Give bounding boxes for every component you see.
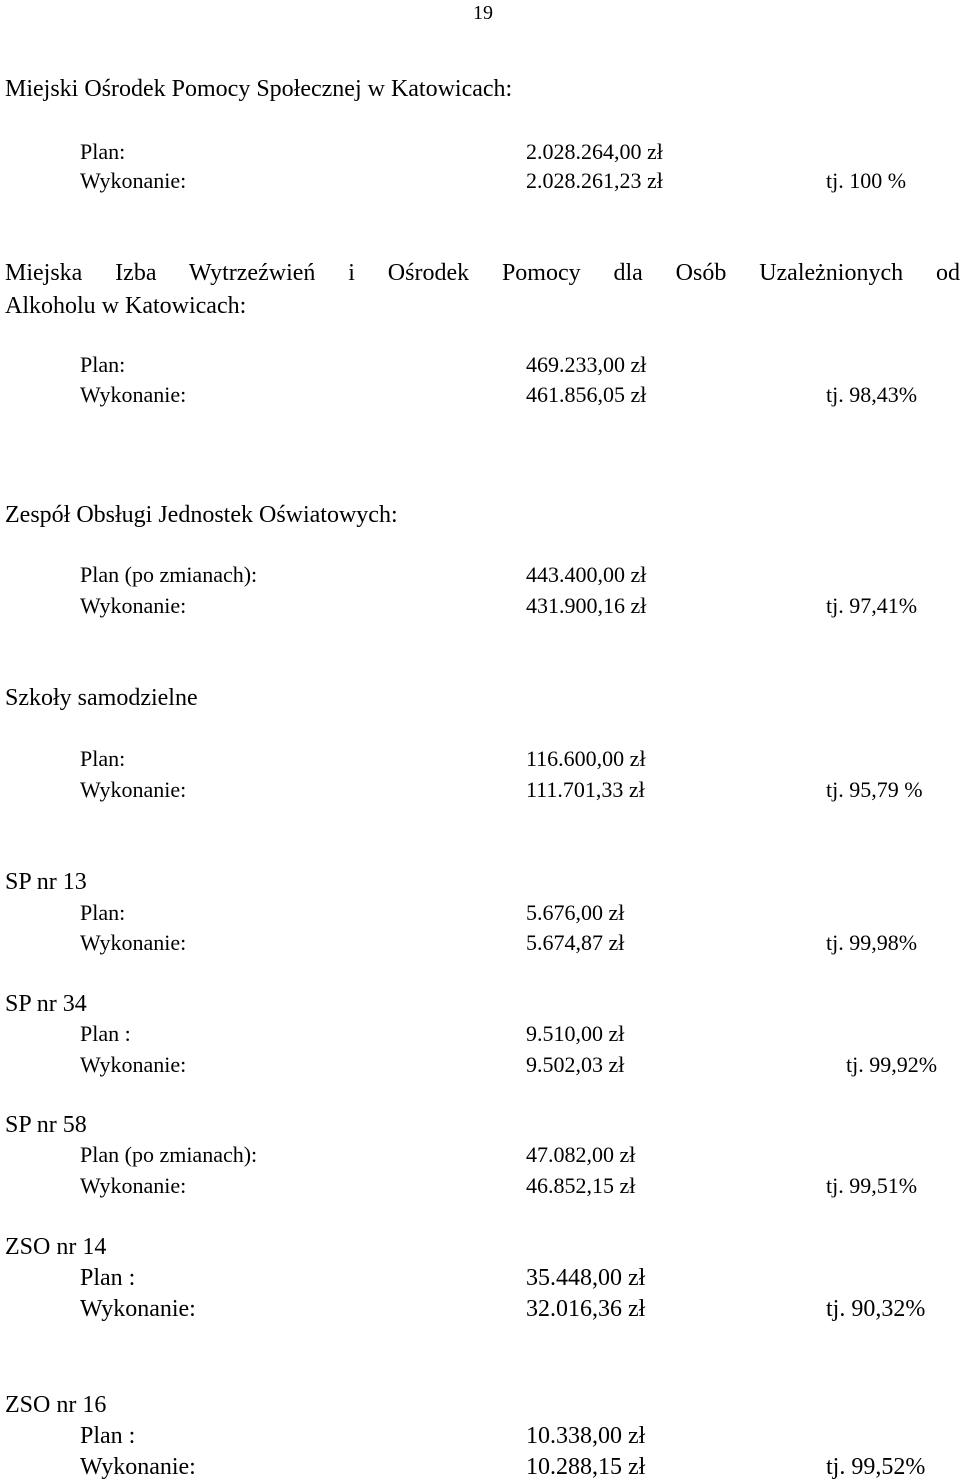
exec-value: 9.502,03 zł bbox=[526, 1052, 625, 1077]
exec-label: Wykonanie: bbox=[80, 1454, 196, 1480]
section-heading: SP nr 13 bbox=[5, 869, 87, 895]
plan-label: Plan: bbox=[80, 139, 126, 164]
section-heading: SP nr 34 bbox=[5, 991, 87, 1017]
plan-value: 9.510,00 zł bbox=[526, 1021, 625, 1046]
plan-label: Plan (po zmianach): bbox=[80, 562, 258, 587]
plan-value: 5.676,00 zł bbox=[526, 900, 625, 925]
exec-percent: tj. 99,52% bbox=[826, 1454, 926, 1480]
exec-value: 32.016,36 zł bbox=[526, 1296, 646, 1322]
section-heading-cont: Alkoholu w Katowicach: bbox=[5, 293, 247, 319]
exec-value: 111.701,33 zł bbox=[526, 777, 645, 802]
exec-percent: tj. 98,43% bbox=[826, 382, 918, 407]
exec-value: 46.852,15 zł bbox=[526, 1173, 636, 1198]
exec-percent: tj. 95,79 % bbox=[826, 777, 923, 802]
exec-percent: tj. 99,92% bbox=[846, 1052, 938, 1077]
exec-value: 10.288,15 zł bbox=[526, 1454, 646, 1480]
plan-label: Plan: bbox=[80, 900, 126, 925]
exec-percent: tj. 97,41% bbox=[826, 593, 918, 618]
exec-value: 461.856,05 zł bbox=[526, 382, 647, 407]
plan-value: 2.028.264,00 zł bbox=[526, 139, 663, 164]
exec-percent: tj. 99,51% bbox=[826, 1173, 918, 1198]
plan-value: 116.600,00 zł bbox=[526, 746, 646, 771]
exec-percent: tj. 90,32% bbox=[826, 1296, 926, 1322]
exec-label: Wykonanie: bbox=[80, 777, 187, 802]
section-heading: ZSO nr 14 bbox=[5, 1234, 107, 1260]
exec-label: Wykonanie: bbox=[80, 930, 187, 955]
section-heading: Miejska Izba Wytrzeźwień i Ośrodek Pomocy dla Osób Uzależnionych od bbox=[5, 260, 960, 286]
exec-value: 431.900,16 zł bbox=[526, 593, 647, 618]
page-number: 19 bbox=[473, 2, 493, 24]
plan-value: 47.082,00 zł bbox=[526, 1142, 636, 1167]
plan-label: Plan: bbox=[80, 352, 126, 377]
section-heading: Miejski Ośrodek Pomocy Społecznej w Katowicach: bbox=[5, 76, 513, 102]
plan-label: Plan : bbox=[80, 1265, 136, 1291]
plan-value: 35.448,00 zł bbox=[526, 1265, 646, 1291]
section-heading: ZSO nr 16 bbox=[5, 1392, 107, 1418]
exec-percent: tj. 100 % bbox=[826, 168, 907, 193]
exec-label: Wykonanie: bbox=[80, 168, 187, 193]
plan-label: Plan : bbox=[80, 1021, 131, 1046]
plan-label: Plan (po zmianach): bbox=[80, 1142, 258, 1167]
plan-label: Plan : bbox=[80, 1423, 136, 1449]
exec-value: 5.674,87 zł bbox=[526, 930, 625, 955]
plan-value: 10.338,00 zł bbox=[526, 1423, 646, 1449]
exec-label: Wykonanie: bbox=[80, 1296, 196, 1322]
exec-label: Wykonanie: bbox=[80, 593, 187, 618]
section-heading: SP nr 58 bbox=[5, 1112, 87, 1138]
exec-percent: tj. 99,98% bbox=[826, 930, 918, 955]
plan-value: 469.233,00 zł bbox=[526, 352, 647, 377]
exec-label: Wykonanie: bbox=[80, 1052, 187, 1077]
exec-label: Wykonanie: bbox=[80, 382, 187, 407]
plan-label: Plan: bbox=[80, 746, 126, 771]
section-heading: Zespół Obsługi Jednostek Oświatowych: bbox=[5, 502, 398, 528]
plan-value: 443.400,00 zł bbox=[526, 562, 647, 587]
section-heading: Szkoły samodzielne bbox=[5, 685, 198, 711]
exec-value: 2.028.261,23 zł bbox=[526, 168, 663, 193]
exec-label: Wykonanie: bbox=[80, 1173, 187, 1198]
